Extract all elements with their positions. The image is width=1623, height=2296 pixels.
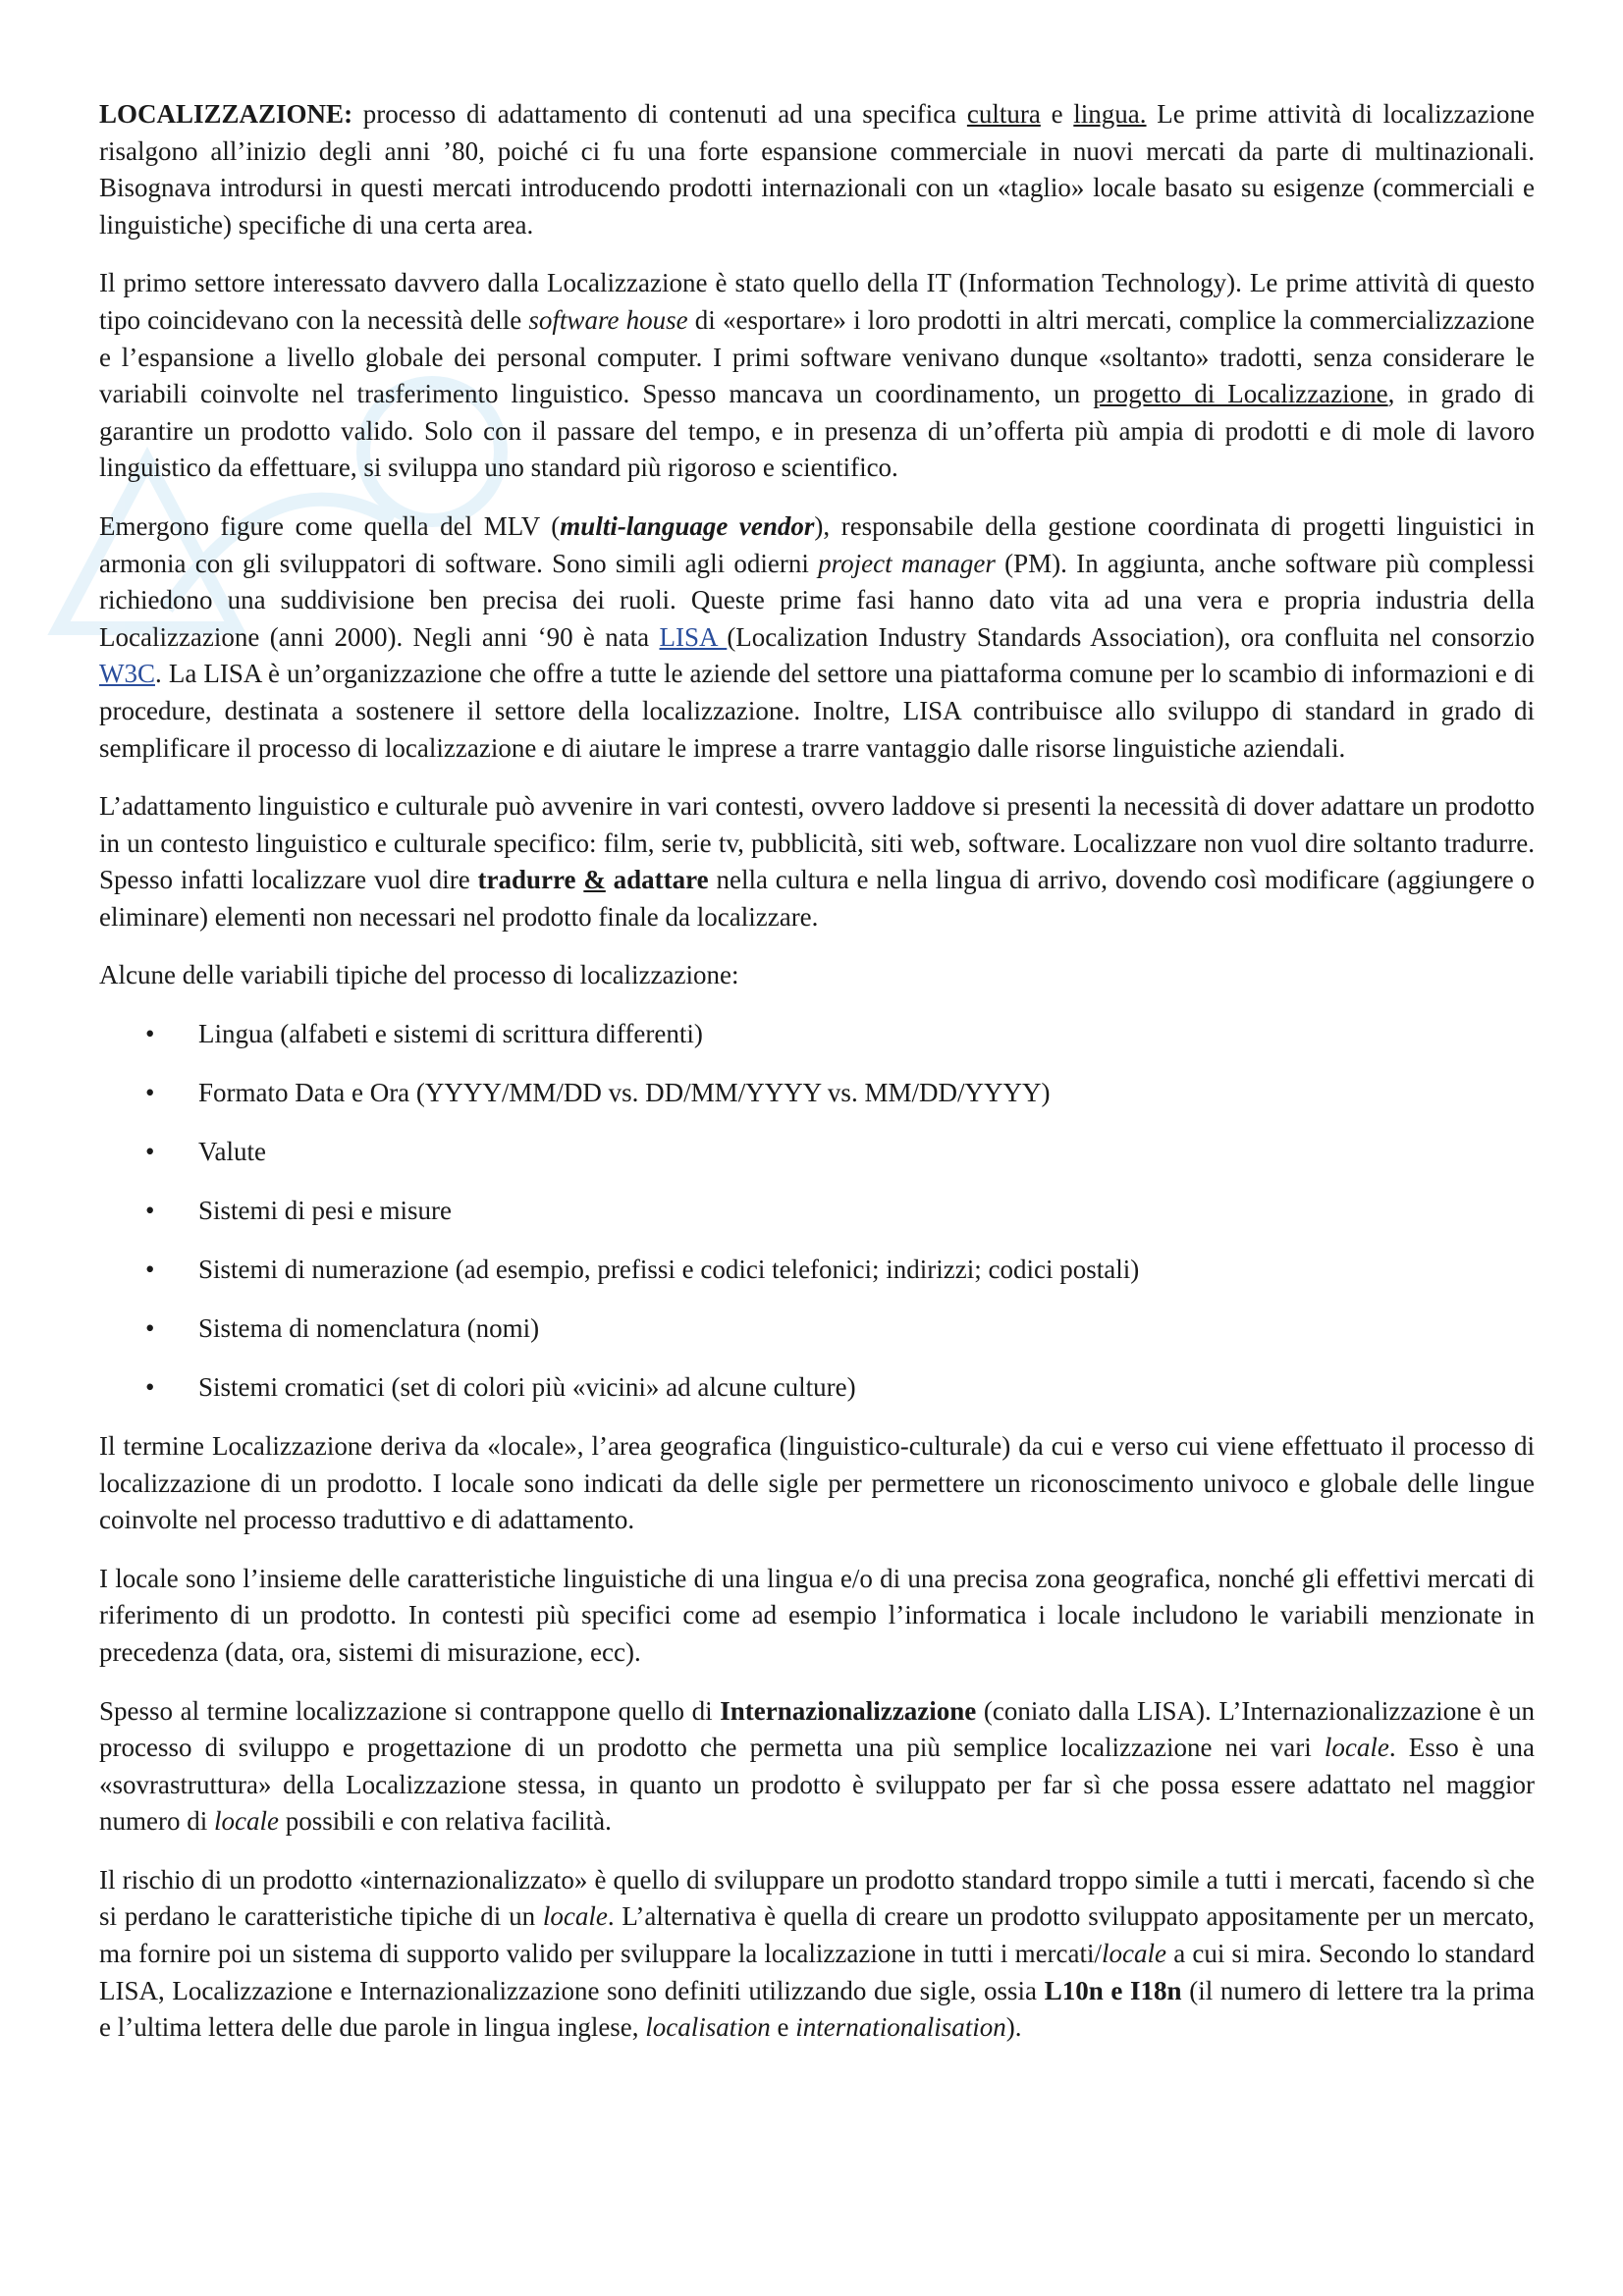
paragraph-locale-definition: I locale sono l’insieme delle caratteristiche linguistiche di una lingua e/o di una precisa zona geografica, nonché gli effettivi mercati di riferimento di un prodotto. In contesti più specifici come ad esempio l’informatica i locale includono le variabili menzionate in precedenza (data, ora, sistemi di misurazione, ecc). (99, 1563, 1535, 1667)
paragraph-it-sector: Il primo settore interessato davvero dalla Localizzazione è stato quello della IT (Information Technology). Le prime attività di questo tipo coincidevano con la necessità delle software house di «esportare» i loro prodotti in altri mercati, complice la commercializzazione e l’espansione a livello globale dei personal computer. I primi software venivano dunque «soltanto» tradotti, senza considerare le variabili coinvolte nel trasferimento linguistico. Spesso mancava un coordinamento, un progetto di Localizzazione, in grado di garantire un prodotto valido. Solo con il passare del tempo, e in presenza di un’offerta più ampia di prodotti e di mole di lavoro linguistico da effettuare, si sviluppa uno standard più rigoroso e scientifico. (99, 268, 1535, 483)
link-lisa[interactable]: LISA (659, 621, 728, 652)
list-item: • Sistema di nomenclatura (nomi) (99, 1310, 1535, 1348)
italic-internationalisation: internationalisation (795, 2012, 1006, 2043)
link-w3c[interactable]: W3C (99, 659, 155, 689)
term-adattare: adattare (605, 865, 709, 895)
term-internazionalizzazione: Internazionalizzazione (720, 1695, 977, 1726)
paragraph-adattamento: L’adattamento linguistico e culturale può avvenire in vari contesti, ovvero laddove si presenti la necessità di dover adattare un prodotto in un contesto linguistico e culturale specifico: film, serie tv, pubblicità, siti web, software. Localizzare non vuol dire soltanto tradurre. Spesso infatti localizzare vuol dire tradurre & adattare nella cultura e nella lingua di arrivo, dovendo così modificare (aggiungere o eliminare) elementi non necessari nel prodotto finale da localizzare. (99, 791, 1536, 932)
underlined-progetto: progetto di Localizzazione (1093, 379, 1388, 409)
bullet-icon: • (145, 1137, 155, 1167)
term-ampersand: & (583, 865, 606, 895)
list-item: • Valute (99, 1134, 1535, 1171)
italic-locale: locale (542, 1901, 608, 1932)
underlined-cultura: cultura (966, 99, 1041, 129)
italic-localisation: localisation (645, 2012, 771, 2043)
term-mlv: multi-language vendor (560, 510, 815, 541)
paragraph-locale-origin: Il termine Localizzazione deriva da «locale», l’area geografica (linguistico-culturale) da cui e verso cui viene effettuato il processo di localizzazione di un prodotto. I locale sono indicati da delle sigle per permettere un riconoscimento univoco e globale delle lingue coinvolte nel processo traduttivo e di adattamento. (99, 1430, 1535, 1535)
underlined-lingua: lingua. (1073, 99, 1147, 129)
term-localizzazione: LOCALIZZAZIONE: (99, 99, 353, 129)
bullet-icon: • (145, 1255, 155, 1284)
document-page (99, 96, 1535, 2068)
bullet-icon: • (145, 1312, 155, 1343)
bullet-icon: • (145, 1078, 155, 1108)
variables-list (99, 1016, 1535, 1407)
list-item: • Sistemi di pesi e misure (99, 1193, 1535, 1230)
list-item: • Formato Data e Ora (YYYY/MM/DD vs. DD/MM/YYYY vs. MM/DD/YYYY) (99, 1075, 1535, 1112)
italic-locale: locale (1102, 1939, 1167, 1969)
paragraph-variables-intro: Alcune delle variabili tipiche del processo di localizzazione: (99, 960, 739, 990)
bullet-icon: • (145, 1371, 155, 1402)
term-tradurre: tradurre (477, 865, 584, 895)
term-l10n-i18n: L10n e I18n (1044, 1975, 1182, 2005)
list-item: • Sistemi cromatici (set di colori più «vicini» ad alcune culture) (99, 1369, 1535, 1407)
italic-locale: locale (213, 1806, 279, 1837)
paragraph-rischio: Il rischio di un prodotto «internazionalizzato» è quello di sviluppare un prodotto standard troppo simile a tutti i mercati, facendo sì che si perdano le caratteristiche tipiche di un locale. L’alternativa è quella di creare un prodotto sviluppato appositamente per un mercato, ma fornire poi un sistema di supporto valido per sviluppare la localizzazione in tutti i mercati/locale a cui si mira. Secondo lo standard LISA, Localizzazione e Internazionalizzazione sono definiti utilizzando due sigle, ossia L10n e I18n (il numero di lettere tra la prima e l’ultima lettera delle due parole in lingua inglese, localisation e internationalisation). (99, 1864, 1535, 2043)
paragraph-localizzazione-definition: LOCALIZZAZIONE: processo di adattamento di contenuti ad una specifica cultura e lingua. Le prime attività di localizzazione risalgono all’inizio degli anni ’80, poiché ci fu una forte espansione commerciale in nuovi mercati da parte di multinazionali. Bisognava introdursi in questi mercati introducendo prodotti internazionali con un «taglio» locale basato su esigenze (commerciali e linguistiche) specifiche di una certa area. (99, 99, 1535, 240)
italic-software-house: software house (528, 304, 688, 335)
list-item: • Lingua (alfabeti e sistemi di scrittura differenti) (99, 1016, 1535, 1053)
bullet-icon: • (145, 1196, 155, 1226)
italic-project-manager: project manager (818, 548, 996, 578)
list-item: • Sistemi di numerazione (ad esempio, prefissi e codici telefonici; indirizzi; codici postali) (99, 1252, 1535, 1289)
bullet-icon: • (145, 1019, 155, 1049)
paragraph-internazionalizzazione: Spesso al termine localizzazione si contrappone quello di Internazionalizzazione (coniato dalla LISA). L’Internazionalizzazione è un processo di sviluppo e progettazione di un prodotto che permetta una più semplice localizzazione nei vari locale. Esso è una «sovrastruttura» della Localizzazione stessa, in quanto un prodotto è sviluppato per far sì che possa essere adattato nel maggior numero di locale possibili e con relativa facilità. (99, 1695, 1535, 1837)
italic-locale: locale (1324, 1733, 1389, 1763)
paragraph-mlv: Emergono figure come quella del MLV (multi-language vendor), responsabile della gestione coordinata di progetti linguistici in armonia con gli sviluppatori di software. Sono simili agli odierni project manager (PM). In aggiunta, anche software più complessi richiedono una suddivisione ben precisa dei ruoli. Queste prime fasi hanno dato vita ad una vera e propria industria della Localizzazione (anni 2000). Negli anni ‘90 è nata LISA (Localization Industry Standards Association), ora confluita nel consorzio W3C. La LISA è un’organizzazione che offre a tutte le aziende del settore una piattaforma comune per lo scambio di informazioni e di procedure, destinata a sostenere il settore della localizzazione. Inoltre, LISA contribuisce allo sviluppo di standard in grado di semplificare il processo di localizzazione e di aiutare le imprese a trarre vantaggio dalle risorse linguistiche aziendali. (99, 510, 1535, 763)
